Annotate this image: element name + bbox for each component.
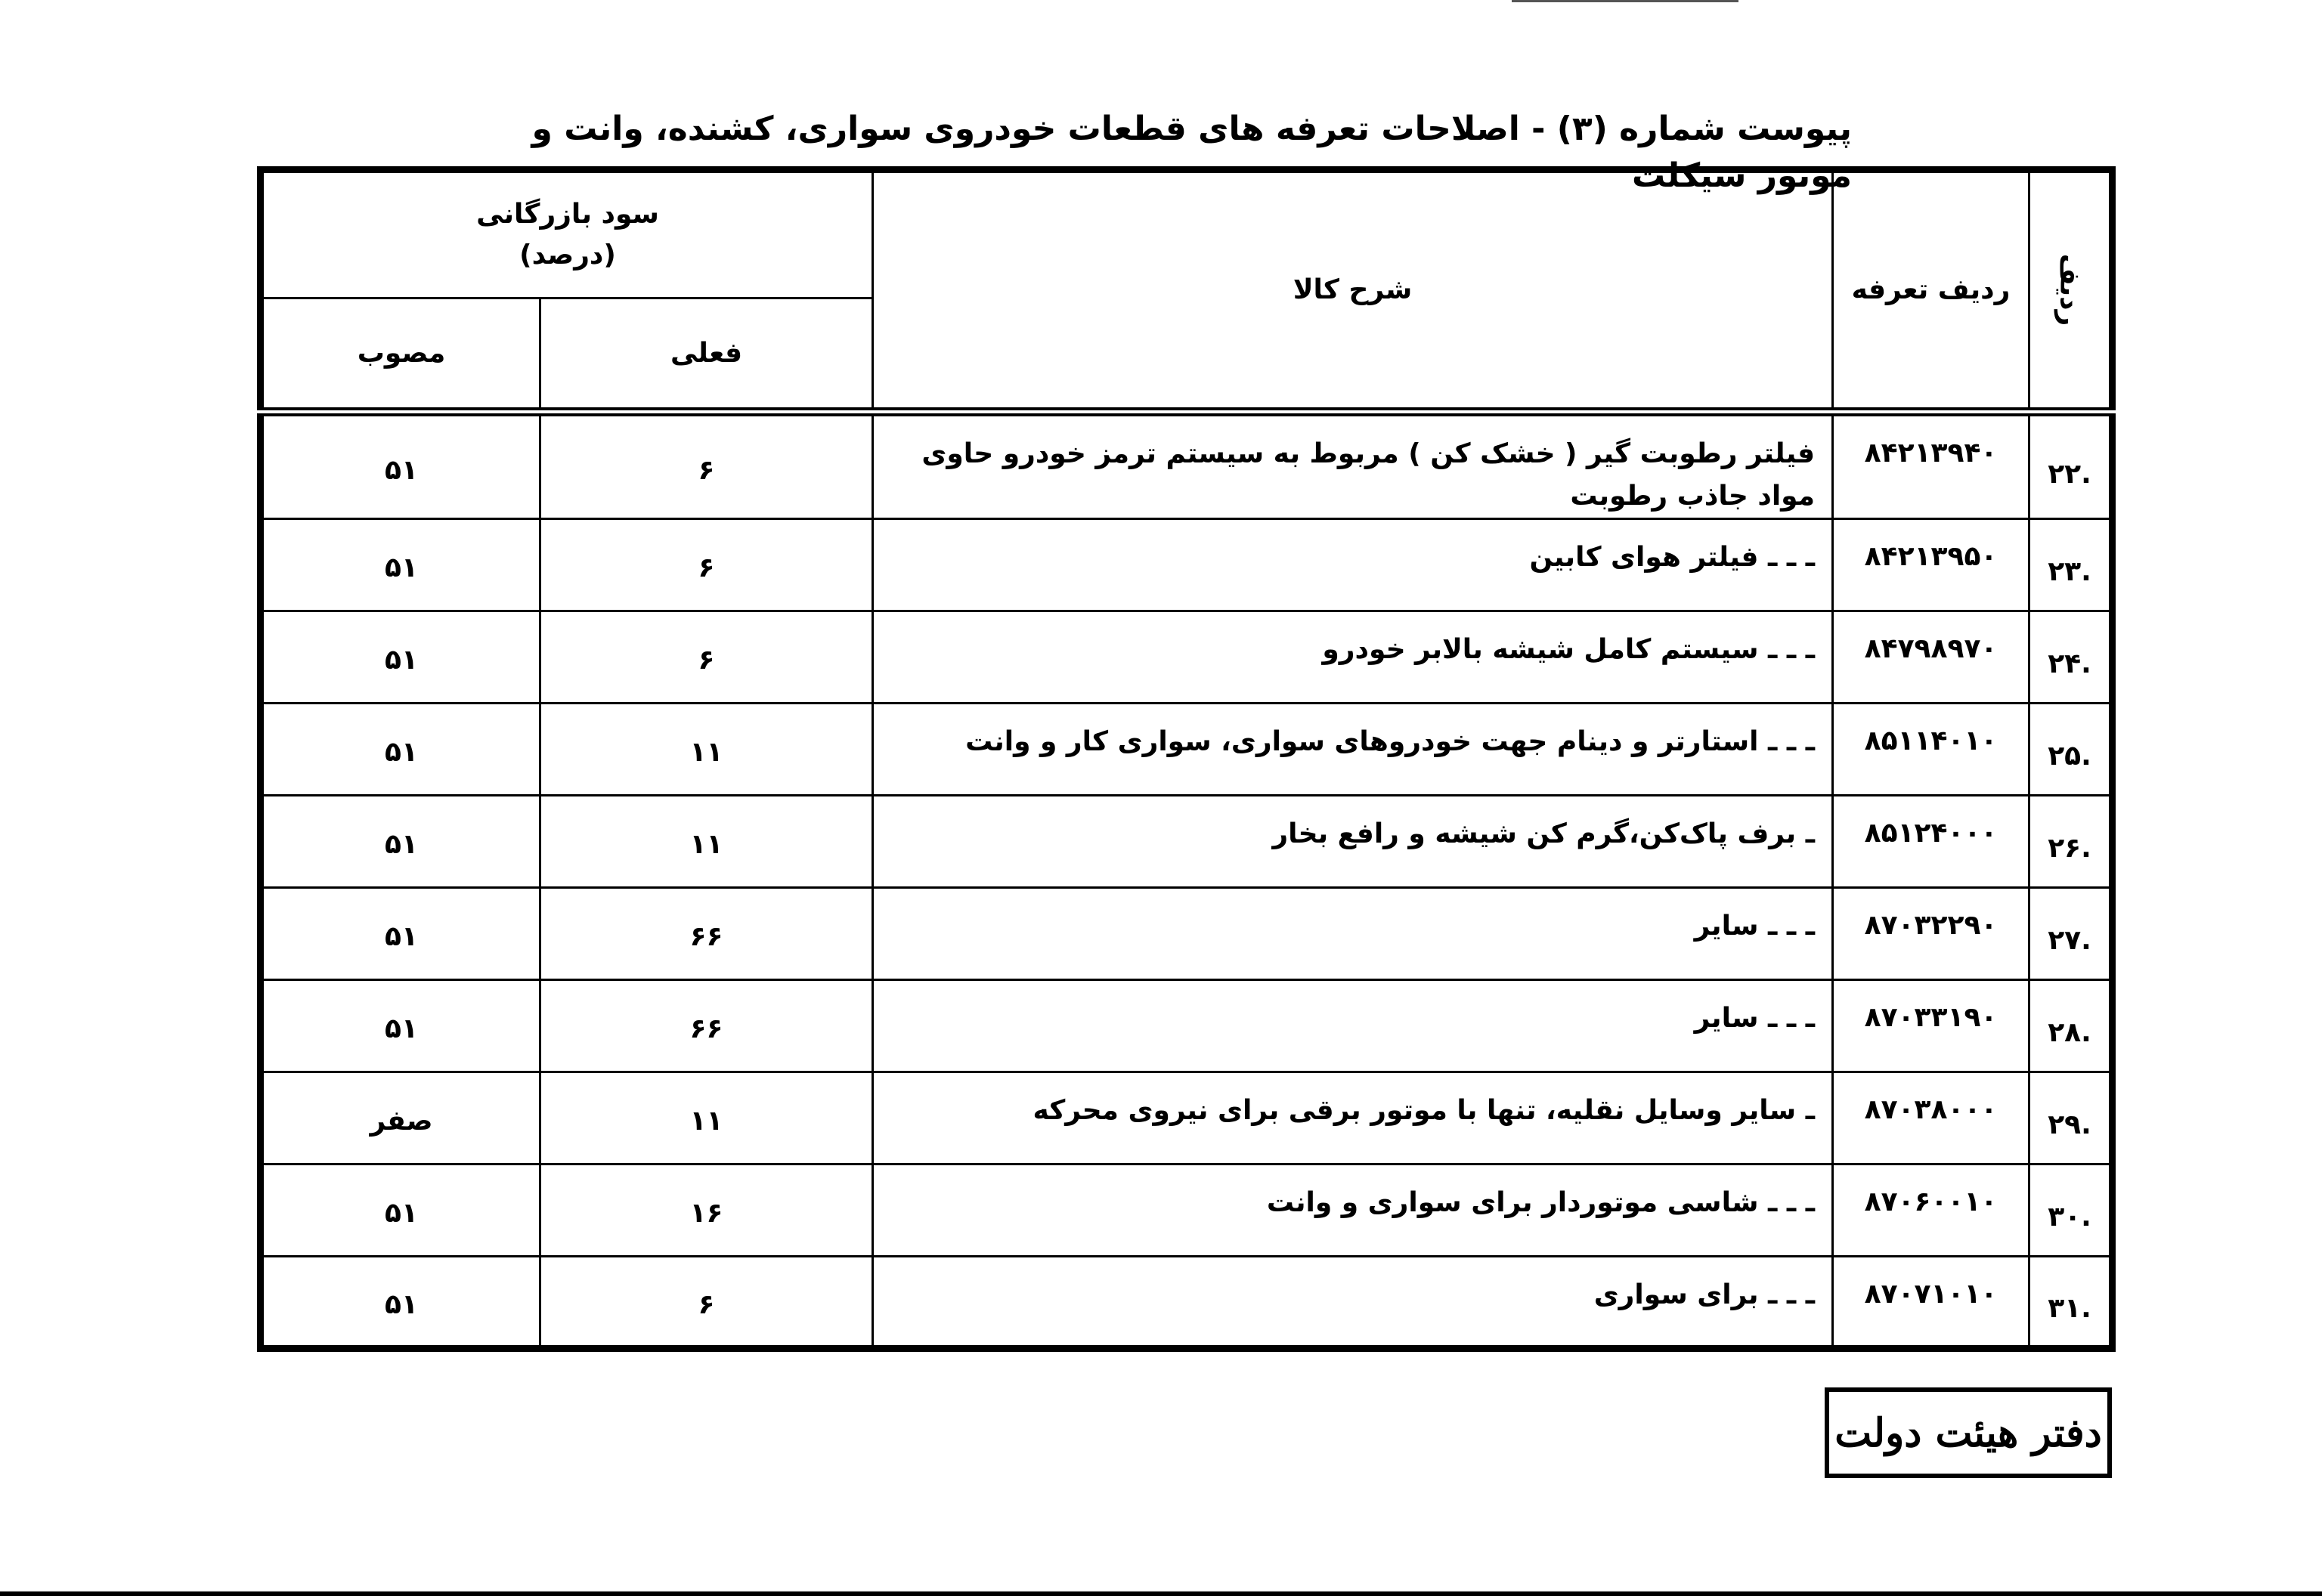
current-profit: ۶ <box>540 412 873 519</box>
approved-profit: ۵۱ <box>261 518 540 611</box>
row-number: .۳۱ <box>2029 1256 2113 1348</box>
tariff-code: ۸۷۰۳۲۲۹۰ <box>1833 887 2029 979</box>
item-description: ـ ـ ـ فیلتر هوای کابین <box>873 518 1833 611</box>
row-number: .۲۵ <box>2029 703 2113 795</box>
scan-mark <box>1512 0 1738 7</box>
tariff-code: ۸۷۰۶۰۰۱۰ <box>1833 1164 2029 1256</box>
approved-profit: ۵۱ <box>261 1256 540 1348</box>
table-row <box>261 887 2113 979</box>
header-approved: مصوب <box>261 298 540 412</box>
page-title: پیوست شماره (۳) - اصلاحات تعرفه های قطعات خودروی سواری، کشنده، وانت و موتور سیکلت <box>531 110 1852 195</box>
table-row <box>261 611 2113 703</box>
tariff-code: ۸۵۱۱۴۰۱۰ <box>1833 703 2029 795</box>
row-number: .۲۲ <box>2029 412 2113 519</box>
table-row <box>261 412 2113 519</box>
item-description: ـ ـ ـ شاسی موتوردار برای سواری و وانت <box>873 1164 1833 1256</box>
approved-profit: ۵۱ <box>261 703 540 795</box>
item-description: ـ ـ ـ استارتر و دینام جهت خودروهای سواری، سواری کار و وانت <box>873 703 1833 795</box>
current-profit: ۶ <box>540 1256 873 1348</box>
tariff-code: ۸۷۰۳۸۰۰۰ <box>1833 1072 2029 1164</box>
item-description: ـ سایر وسایل نقلیه، تنها با موتور برقی برای نیروی محرکه <box>873 1072 1833 1164</box>
tariff-code: ۸۴۲۱۳۹۵۰ <box>1833 518 2029 611</box>
approved-profit: ۵۱ <box>261 1164 540 1256</box>
current-profit: ۶ <box>540 611 873 703</box>
row-number: .۲۸ <box>2029 979 2113 1072</box>
current-profit: ۱۶ <box>540 1164 873 1256</box>
table-row <box>261 703 2113 795</box>
row-number: .۳۰ <box>2029 1164 2113 1256</box>
row-number: .۲۶ <box>2029 795 2113 887</box>
table-row <box>261 1072 2113 1164</box>
row-number: .۲۹ <box>2029 1072 2113 1164</box>
current-profit: ۶۶ <box>540 979 873 1072</box>
scan-edge <box>0 1591 2322 1596</box>
approved-profit: ۵۱ <box>261 979 540 1072</box>
header-commercial-profit-unit: (درصد) <box>519 240 616 271</box>
tariff-code: ۸۷۰۳۳۱۹۰ <box>1833 979 2029 1072</box>
header-commercial-profit-label: سود بازرگانی <box>476 199 659 230</box>
item-description: ـ ـ ـ سیستم کامل شیشه بالابر خودرو <box>873 611 1833 703</box>
tariff-table <box>257 166 2116 1352</box>
government-office-stamp <box>1825 1387 2112 1478</box>
row-number: .۲۳ <box>2029 518 2113 611</box>
item-description: ـ برف پاک‌کن،گرم کن شیشه و رافع بخار <box>873 795 1833 887</box>
current-profit: ۱۱ <box>540 1072 873 1164</box>
item-description: ـ ـ ـ سایر <box>873 887 1833 979</box>
header-tariff-code: ردیف تعرفه <box>1833 170 2029 412</box>
table-row <box>261 979 2113 1072</box>
table-row <box>261 1256 2113 1348</box>
stamp-text: دفتر هیئت دولت <box>1834 1409 2102 1456</box>
approved-profit: صفر <box>261 1072 540 1164</box>
current-profit: ۶ <box>540 518 873 611</box>
row-number: .۲۷ <box>2029 887 2113 979</box>
tariff-code: ۸۴۲۱۳۹۴۰ <box>1833 412 2029 519</box>
current-profit: ۱۱ <box>540 795 873 887</box>
tariff-code: ۸۴۷۹۸۹۷۰ <box>1833 611 2029 703</box>
approved-profit: ۵۱ <box>261 795 540 887</box>
row-number: .۲۴ <box>2029 611 2113 703</box>
header-commercial-profit <box>261 170 873 298</box>
item-description: ـ ـ ـ برای سواری <box>873 1256 1833 1348</box>
tariff-code: ۸۷۰۷۱۰۱۰ <box>1833 1256 2029 1348</box>
table-row <box>261 518 2113 611</box>
table-row <box>261 1164 2113 1256</box>
item-description: ـ ـ ـ سایر <box>873 979 1833 1072</box>
item-description: فیلتر رطوبت گیر ( خشک کن ) مربوط به سیستم ترمز خودرو حاوی مواد جاذب رطوبت <box>873 412 1833 519</box>
approved-profit: ۵۱ <box>261 611 540 703</box>
tariff-code: ۸۵۱۲۴۰۰۰ <box>1833 795 2029 887</box>
header-description: شرح کالا <box>873 170 1833 412</box>
approved-profit: ۵۱ <box>261 412 540 519</box>
current-profit: ۱۱ <box>540 703 873 795</box>
header-current: فعلی <box>540 298 873 412</box>
current-profit: ۶۶ <box>540 887 873 979</box>
approved-profit: ۵۱ <box>261 887 540 979</box>
header-row-number: ردیف <box>2029 170 2113 412</box>
table-row <box>261 795 2113 887</box>
